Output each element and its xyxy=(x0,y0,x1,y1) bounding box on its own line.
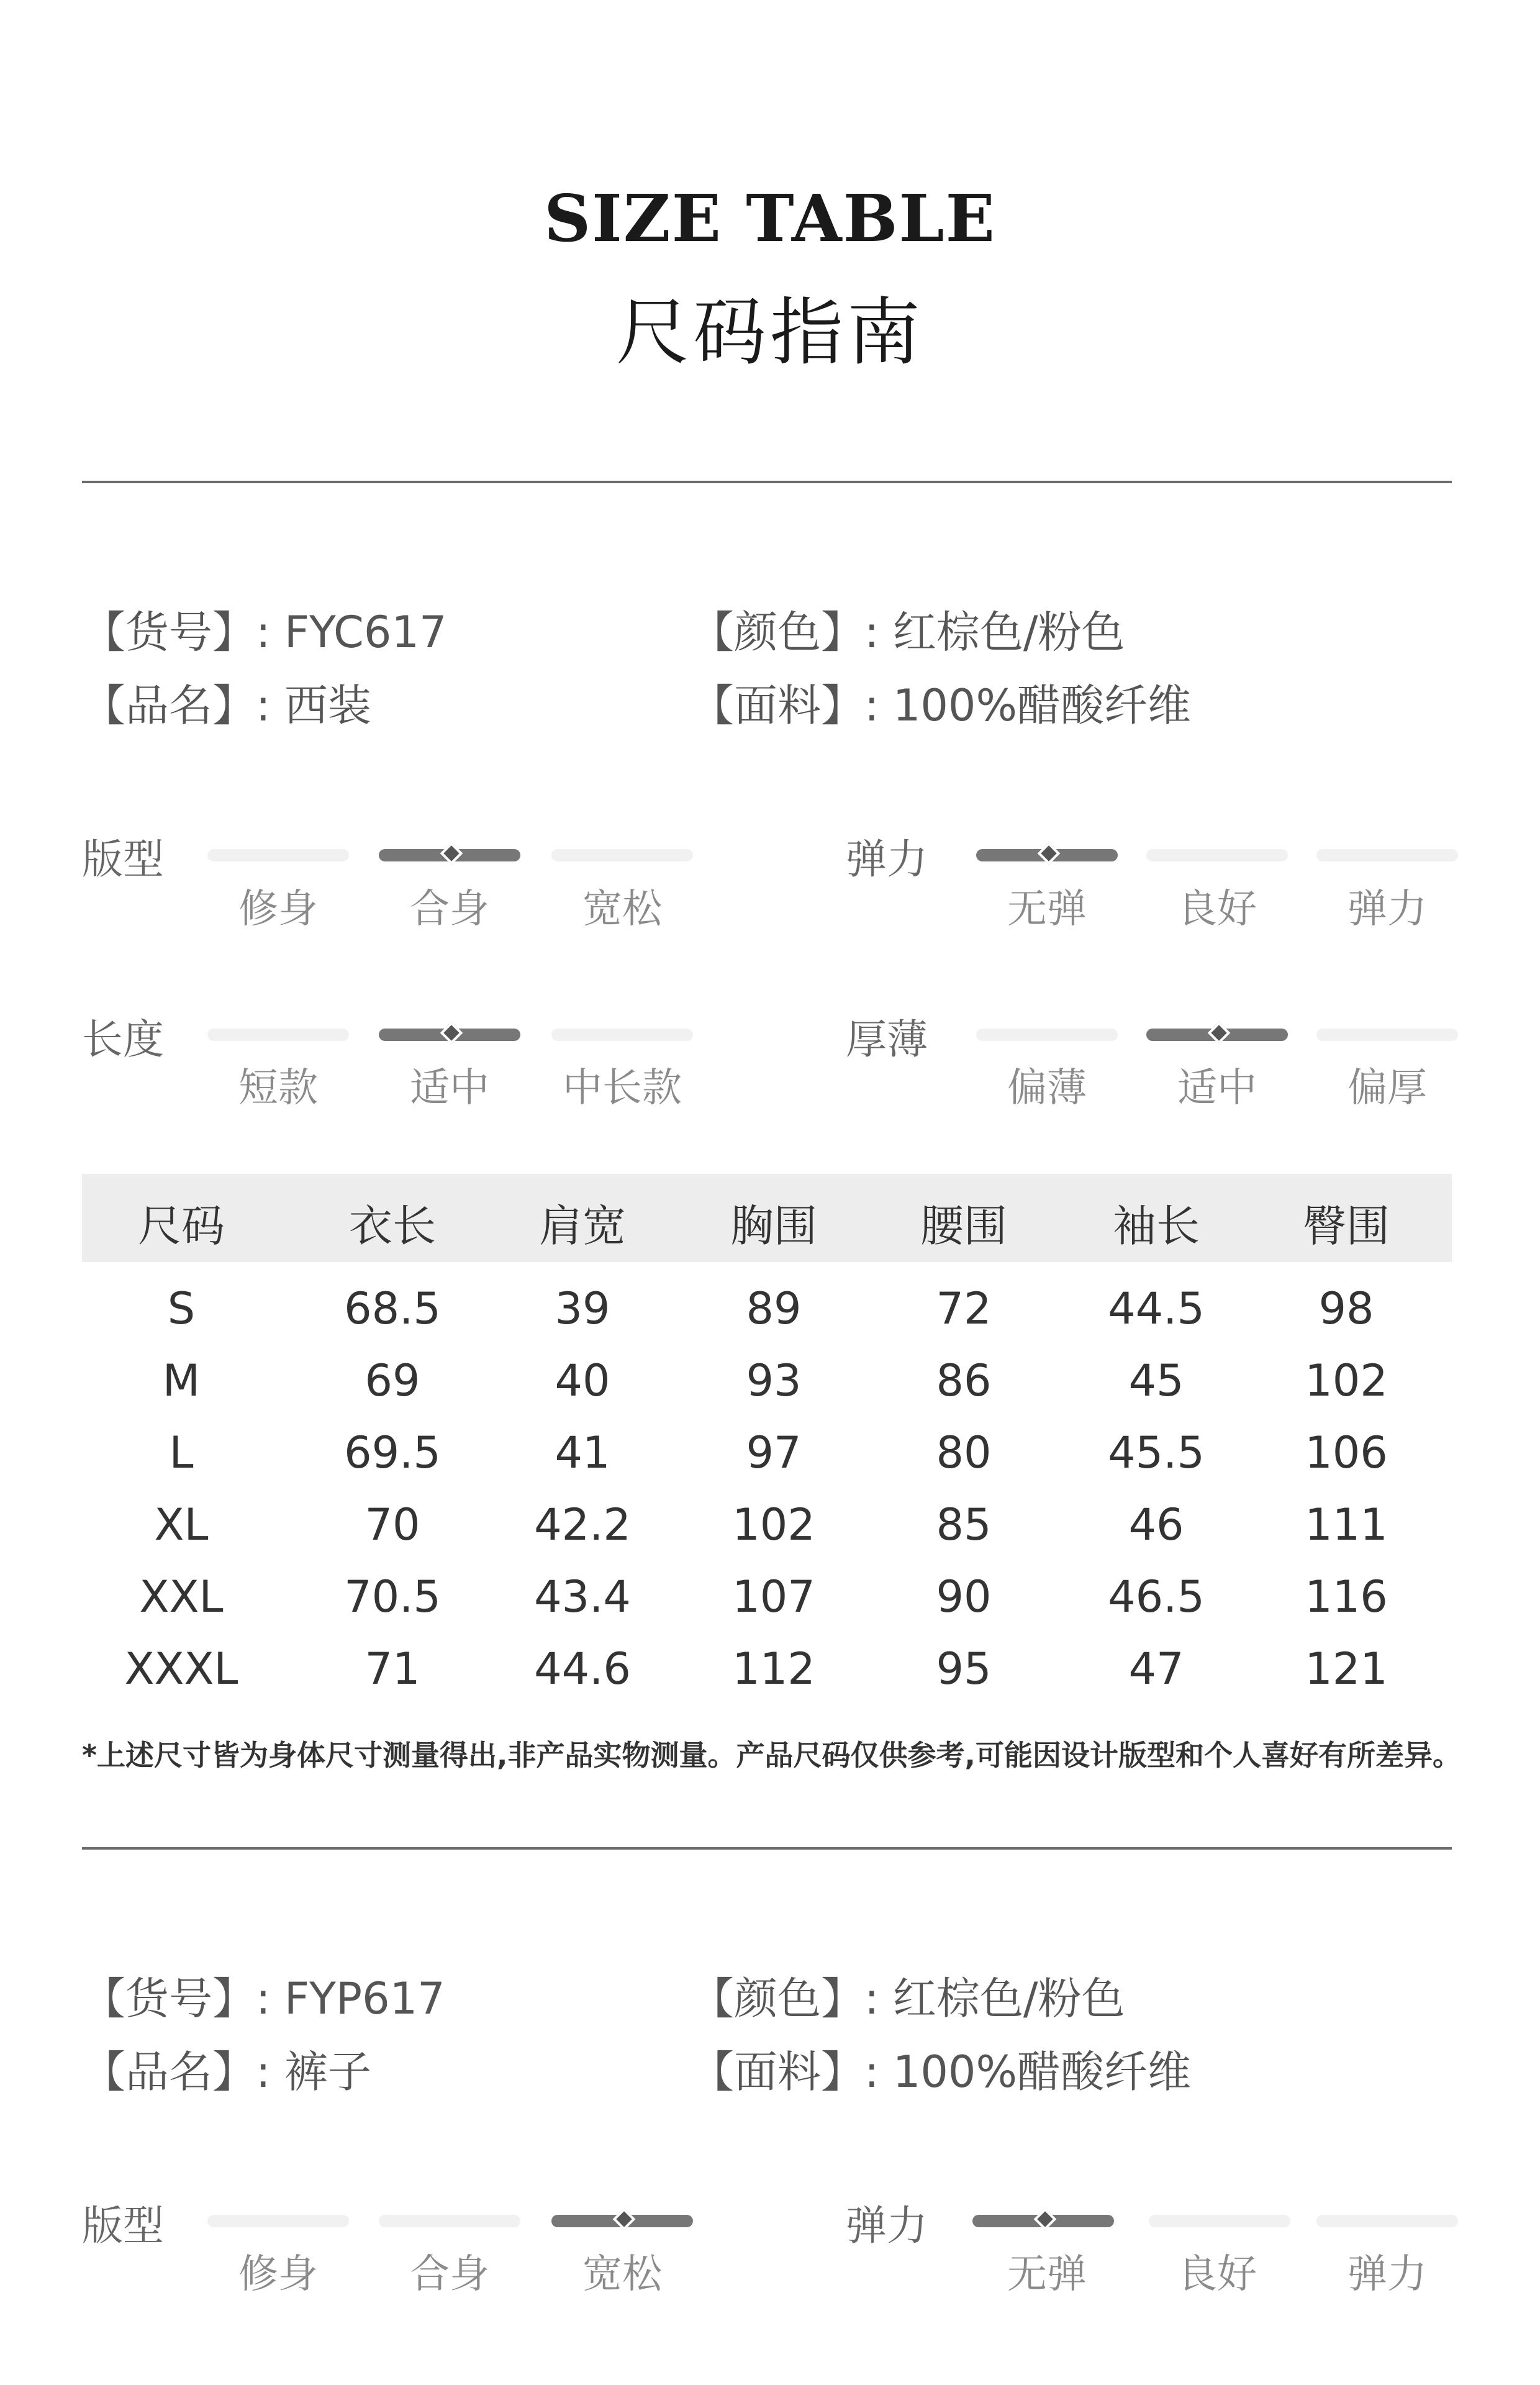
length-option-midlong: 中长款 xyxy=(563,1065,682,1111)
product-color: 【颜色】: 红棕色/粉色 xyxy=(691,607,1125,658)
table-cell: 93 xyxy=(746,1355,802,1406)
fit-option-slim: 修身 xyxy=(238,2251,318,2297)
column-header-shoulder: 肩宽 xyxy=(539,1201,626,1252)
column-header-chest: 胸围 xyxy=(730,1201,817,1252)
table-cell: 70.5 xyxy=(344,1571,441,1622)
table-cell: 102 xyxy=(732,1499,815,1550)
table-cell: 71 xyxy=(365,1643,420,1694)
elasticity-option-good: 良好 xyxy=(1177,886,1257,932)
thickness-option-medium: 适中 xyxy=(1177,1065,1257,1111)
table-cell: 69 xyxy=(365,1355,420,1406)
column-header-hip: 臀围 xyxy=(1303,1201,1390,1252)
elasticity-option-good: 良好 xyxy=(1177,2251,1257,2297)
table-cell: 89 xyxy=(746,1283,802,1334)
divider xyxy=(82,1847,1452,1850)
table-cell: M xyxy=(162,1355,201,1406)
product-name: 【品名】: 裤子 xyxy=(82,2047,371,2097)
fit-label: 版型 xyxy=(82,2202,164,2250)
table-cell: XL xyxy=(154,1499,209,1550)
table-cell: 106 xyxy=(1305,1427,1388,1478)
table-cell: 111 xyxy=(1305,1499,1388,1550)
length-bar-midlong xyxy=(551,1029,693,1041)
fit-bar-slim xyxy=(207,2215,349,2227)
elasticity-label: 弹力 xyxy=(846,2202,928,2250)
product-fabric: 【面料】: 100%醋酸纤维 xyxy=(691,2047,1191,2097)
selected-marker-icon xyxy=(440,842,463,865)
elasticity-bar-none xyxy=(972,2215,1114,2227)
length-option-medium: 适中 xyxy=(410,1065,489,1111)
thickness-option-thin: 偏薄 xyxy=(1007,1065,1087,1111)
table-cell: 95 xyxy=(936,1643,992,1694)
fit-option-loose: 宽松 xyxy=(582,2251,662,2297)
column-header-size: 尺码 xyxy=(138,1201,225,1252)
page-title-en: SIZE TABLE xyxy=(544,180,996,257)
elasticity-option-none: 无弹 xyxy=(1007,886,1087,932)
table-cell: 68.5 xyxy=(344,1283,441,1334)
length-bar-short xyxy=(207,1029,349,1041)
product-color: 【颜色】: 红棕色/粉色 xyxy=(691,1973,1125,2024)
item-number: 【货号】: FYC617 xyxy=(82,607,447,658)
fit-option-regular: 合身 xyxy=(410,2251,489,2297)
thickness-option-thick: 偏厚 xyxy=(1348,1065,1427,1111)
table-cell: 116 xyxy=(1305,1571,1388,1622)
table-cell: 47 xyxy=(1128,1643,1184,1694)
elasticity-bar-stretch xyxy=(1316,2215,1458,2227)
table-cell: 69.5 xyxy=(344,1427,441,1478)
table-cell: 86 xyxy=(936,1355,992,1406)
table-cell: 102 xyxy=(1305,1355,1388,1406)
table-cell: 98 xyxy=(1318,1283,1374,1334)
table-cell: XXXL xyxy=(124,1643,238,1694)
selected-marker-icon xyxy=(440,1022,463,1045)
fit-bar-loose xyxy=(551,849,693,861)
selected-marker-icon xyxy=(613,2208,636,2231)
measurement-note: *上述尺寸皆为身体尺寸测量得出,非产品实物测量。产品尺码仅供参考,可能因设计版型和个人喜好有所差异。 xyxy=(82,1738,1462,1772)
fit-label: 版型 xyxy=(82,835,164,883)
table-cell: 44.5 xyxy=(1108,1283,1205,1334)
table-cell: 70 xyxy=(365,1499,420,1550)
table-cell: 72 xyxy=(936,1283,992,1334)
table-cell: 46.5 xyxy=(1108,1571,1205,1622)
column-header-waist: 腰围 xyxy=(920,1201,1007,1252)
table-cell: 39 xyxy=(555,1283,610,1334)
selected-marker-icon xyxy=(1034,2208,1057,2231)
elasticity-option-stretch: 弹力 xyxy=(1348,886,1427,932)
table-cell: 121 xyxy=(1305,1643,1388,1694)
length-option-short: 短款 xyxy=(238,1065,318,1111)
elasticity-label: 弹力 xyxy=(846,835,928,883)
table-cell: 46 xyxy=(1128,1499,1184,1550)
elasticity-option-stretch: 弹力 xyxy=(1348,2251,1427,2297)
elasticity-bar-good xyxy=(1149,2215,1290,2227)
table-cell: 85 xyxy=(936,1499,992,1550)
product-fabric: 【面料】: 100%醋酸纤维 xyxy=(691,680,1191,731)
divider xyxy=(82,481,1452,483)
elasticity-option-none: 无弹 xyxy=(1007,2251,1087,2297)
item-number: 【货号】: FYP617 xyxy=(82,1973,445,2024)
thickness-bar-medium xyxy=(1146,1029,1288,1041)
page-title-cn: 尺码指南 xyxy=(615,289,924,375)
product-name: 【品名】: 西装 xyxy=(82,680,371,731)
fit-bar-regular xyxy=(379,2215,520,2227)
table-cell: 107 xyxy=(732,1571,815,1622)
column-header-length: 衣长 xyxy=(349,1201,436,1252)
thickness-bar-thin xyxy=(976,1029,1118,1041)
selected-marker-icon xyxy=(1208,1022,1231,1045)
table-cell: L xyxy=(169,1427,194,1478)
selected-marker-icon xyxy=(1038,842,1061,865)
column-header-sleeve: 袖长 xyxy=(1113,1201,1200,1252)
table-cell: 43.4 xyxy=(534,1571,631,1622)
table-cell: 90 xyxy=(936,1571,992,1622)
fit-bar-loose xyxy=(551,2215,693,2227)
fit-bar-regular xyxy=(379,849,520,861)
elasticity-bar-good xyxy=(1146,849,1288,861)
length-bar-medium xyxy=(379,1029,520,1041)
table-cell: 45 xyxy=(1128,1355,1184,1406)
table-cell: S xyxy=(167,1283,196,1334)
table-cell: 80 xyxy=(936,1427,992,1478)
table-cell: 45.5 xyxy=(1108,1427,1205,1478)
fit-bar-slim xyxy=(207,849,349,861)
table-cell: 44.6 xyxy=(534,1643,631,1694)
table-cell: 112 xyxy=(732,1643,815,1694)
elasticity-bar-stretch xyxy=(1316,849,1458,861)
fit-option-regular: 合身 xyxy=(410,886,489,932)
table-cell: 42.2 xyxy=(534,1499,631,1550)
table-cell: 40 xyxy=(555,1355,610,1406)
length-label: 长度 xyxy=(82,1015,164,1063)
thickness-bar-thick xyxy=(1316,1029,1458,1041)
fit-option-slim: 修身 xyxy=(238,886,318,932)
table-cell: XXL xyxy=(139,1571,224,1622)
table-cell: 41 xyxy=(555,1427,610,1478)
elasticity-bar-none xyxy=(976,849,1118,861)
thickness-label: 厚薄 xyxy=(846,1015,928,1063)
table-cell: 97 xyxy=(746,1427,802,1478)
fit-option-loose: 宽松 xyxy=(582,886,662,932)
